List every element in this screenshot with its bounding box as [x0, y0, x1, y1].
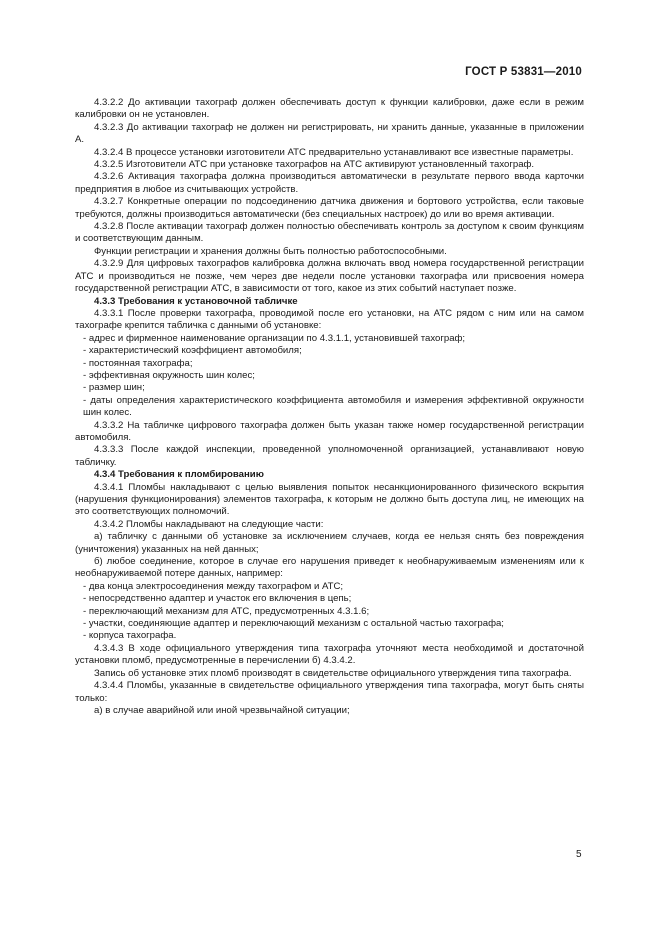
document-header: ГОСТ Р 53831—2010 — [465, 66, 582, 78]
paragraph: 4.3.2.3 До активации тахограф не должен ни регистрировать, ни хранить данные, указанные в приложении А. — [75, 121, 584, 146]
section-heading: 4.3.3 Требования к установочной табличке — [94, 295, 298, 307]
paragraph: 4.3.3.3 После каждой инспекции, проведенной уполномоченной организацией, устанавливают новую табличку. — [75, 444, 584, 468]
paragraph: 4.3.2.7 Конкретные операции по подсоединению датчика движения и бортового устройства, если таковые требуются, должны производиться автоматически (без специальных настроек) до или во время активации. — [75, 196, 584, 220]
paragraph: 4.3.2.8 После активации тахограф должен полностью обеспечивать контроль за доступом к своим функциям и соответствующим данным. — [75, 221, 584, 245]
list-item: - даты определения характеристического коэффициента автомобиля и измерения эффективной окружности шин колес. — [83, 394, 584, 419]
paragraph: Запись об установке этих пломб производят в свидетельстве официального утверждения типа тахографа. — [94, 667, 572, 679]
paragraph: 4.3.2.5 Изготовители АТС при установке тахографов на АТС активируют установленный тахограф. — [94, 159, 535, 171]
paragraph: 4.3.2.2 До активации тахограф должен обеспечивать доступ к функции калибровки, даже если в режим калибровки он не установлен. — [75, 97, 584, 121]
list-item: - размер шин; — [83, 382, 145, 394]
paragraph: 4.3.3.1 После проверки тахографа, проводимой после его установки, на АТС рядом с ним или на самом тахографе крепится табличка с данными об установке: — [75, 307, 584, 332]
list-item: - корпуса тахографа. — [83, 630, 177, 642]
paragraph: 4.3.2.4 В процессе установки изготовители АТС предварительно устанавливают все известные параметры. — [94, 146, 574, 158]
paragraph: 4.3.4.3 В ходе официального утверждения типа тахографа уточняют места необходимой и достаточной установки пломб, предусмотренные в перечислении б) 4.3.4.2. — [75, 642, 584, 667]
list-item: - участки, соединяющие адаптер и переключающий механизм с остальной частью тахографа; — [83, 618, 504, 630]
section-heading: 4.3.4 Требования к пломбированию — [94, 469, 264, 481]
page-number: 5 — [576, 849, 582, 860]
paragraph: 4.3.4.4 Пломбы, указанные в свидетельстве официального утверждения типа тахографа, могут быть сняты только: — [75, 680, 584, 704]
paragraph: 4.3.3.2 На табличке цифрового тахографа должен быть указан также номер государственной регистрации автомобиля. — [75, 419, 584, 443]
list-item: - непосредственно адаптер и участок его включения в цепь; — [83, 593, 352, 605]
paragraph: 4.3.4.1 Пломбы накладывают с целью выявления попыток несанкционированного физического вскрытия (нарушения функционирования) элементов тахографа, к которым не должно быть доступа лиц, не имеющих на это соответствующих полномочий. — [75, 481, 584, 518]
paragraph: а) табличку с данными об установке за исключением случаев, когда ее нельзя снять без повреждения (уничтожения) указанных на ней данных; — [75, 531, 584, 555]
paragraph: б) любое соединение, которое в случае его нарушения приведет к необнаруживаемым изменениям или к необнаруживаемой потере данных, например: — [75, 556, 584, 580]
paragraph: 4.3.2.9 Для цифровых тахографов калибровка должна включать ввод номера государственной регистрации АТС и производиться не позже, чем через две недели после установки тахографа или присвоения номера государственной регистрации АТС, в зависимости от того, какое из этих событий наступает позже. — [75, 258, 584, 295]
paragraph: 4.3.4.2 Пломбы накладывают на следующие части: — [94, 518, 324, 530]
list-item: - переключающий механизм для АТС, предусмотренных 4.3.1.6; — [83, 605, 370, 617]
list-item: - эффективная окружность шин колес; — [83, 369, 255, 381]
list-item: - адрес и фирменное наименование организации по 4.3.1.1, установившей тахограф; — [83, 332, 466, 344]
list-item: - два конца электросоединения между тахографом и АТС; — [83, 580, 344, 592]
paragraph: а) в случае аварийной или иной чрезвычайной ситуации; — [94, 704, 350, 716]
paragraph: Функции регистрации и хранения должны быть полностью работоспособными. — [94, 245, 447, 257]
document-body — [75, 97, 584, 717]
list-item: - постоянная тахографа; — [83, 357, 193, 369]
paragraph: 4.3.2.6 Активация тахографа должна производиться автоматически в результате первого ввода карточки предприятия в любое из считывающих устройств. — [75, 171, 584, 195]
list-item: - характеристический коэффициент автомобиля; — [83, 345, 302, 357]
